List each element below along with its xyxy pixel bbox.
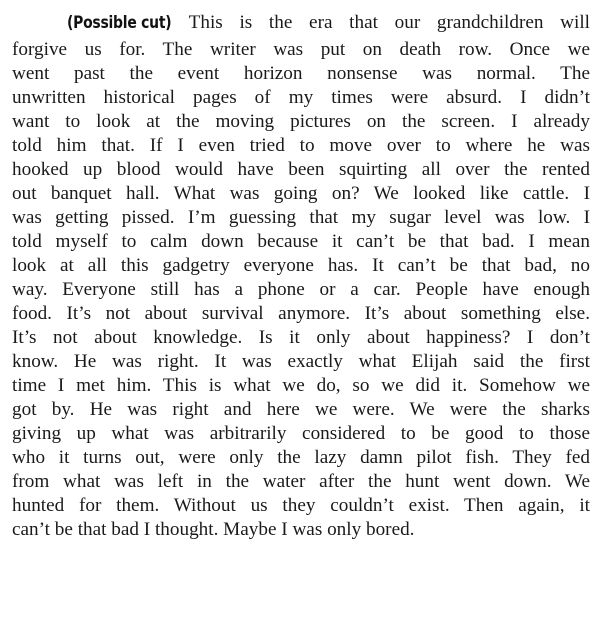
- document-page: [12, 8, 590, 542]
- text-line-13: food. It’s not about survival anymore. It’s about something else.: [12, 303, 590, 324]
- text-line-11: look at all this gadgetry everyone has. It can’t be that bad, no: [12, 255, 590, 276]
- text-line-19: who it turns out, were only the lazy damn pilot fish. They fed: [12, 447, 590, 468]
- text-line-21: hunted for them. Without us they couldn’t exist. Then again, it: [12, 495, 590, 516]
- text-line-18: giving up what was arbitrarily considered to be good to those: [12, 423, 590, 444]
- text-line-20: from what was left in the water after the hunt went down. We: [12, 471, 590, 492]
- handwritten-annotation: (Possible cut): [67, 13, 172, 33]
- text-line-15: know. He was right. It was exactly what Elijah said the first: [12, 351, 590, 372]
- text-line-8: out banquet hall. What was going on? We looked like cattle. I: [12, 183, 590, 204]
- text-line-3: went past the event horizon nonsense was normal. The: [12, 63, 590, 84]
- text-line-4: unwritten historical pages of my times were absurd. I didn’t: [12, 87, 590, 108]
- text-line-16: time I met him. This is what we do, so we did it. Somehow we: [12, 375, 590, 396]
- text-line-6: told him that. If I even tried to move over to where he was: [12, 135, 590, 156]
- text-line-2: forgive us for. The writer was put on death row. Once we: [12, 39, 590, 60]
- text-line-content: This is the era that our grandchildren will: [188, 12, 590, 33]
- text-line-10: told myself to calm down because it can’t be that bad. I mean: [12, 231, 590, 252]
- text-line-1: [12, 8, 590, 38]
- text-line-5: want to look at the moving pictures on the screen. I already: [12, 111, 590, 132]
- text-line-7: hooked up blood would have been squirting all over the rented: [12, 159, 590, 180]
- text-line-12: way. Everyone still has a phone or a car. People have enough: [12, 279, 590, 300]
- text-line-17: got by. He was right and here we were. We were the sharks: [12, 399, 590, 420]
- text-line-14: It’s not about knowledge. Is it only about happiness? I don’t: [12, 327, 590, 348]
- text-line-22: can’t be that bad I thought. Maybe I was only bored.: [12, 519, 415, 540]
- text-line-9: was getting pissed. I’m guessing that my sugar level was low. I: [12, 207, 590, 228]
